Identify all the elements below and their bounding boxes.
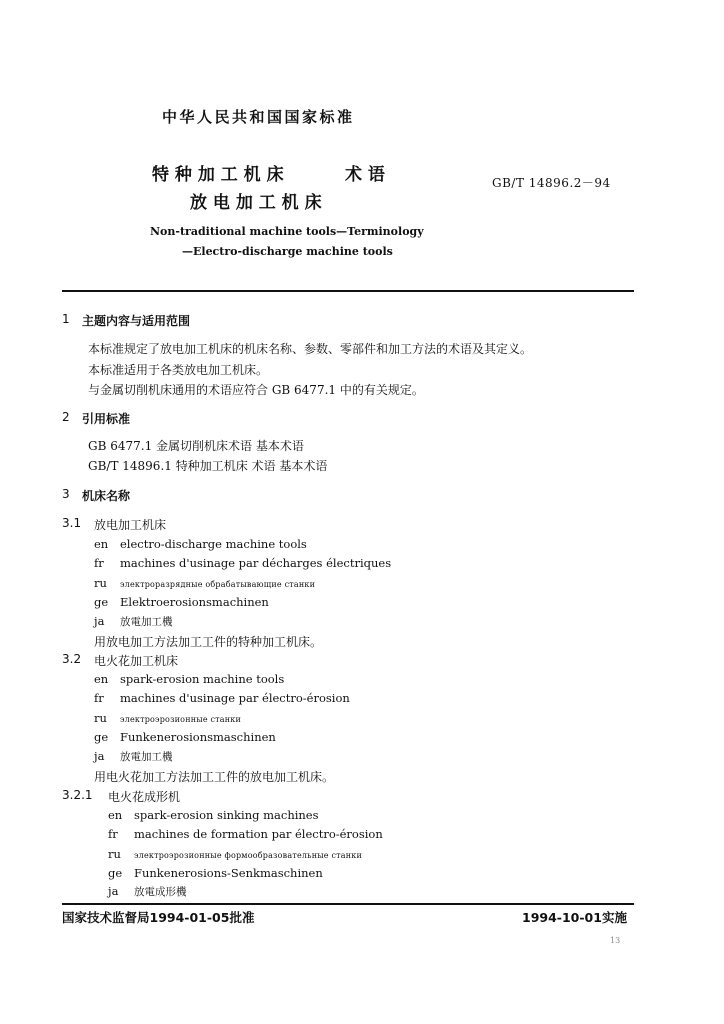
term-3-2-1-fr-text: machines de formation par électro-érosion [134, 827, 383, 841]
approval-date: 国家技术监督局1994-01-05批准 [62, 910, 255, 925]
term-3-2-1-ge [108, 866, 323, 880]
lang-code-ja: ja [94, 614, 105, 628]
lang-code-ge: ge [94, 730, 109, 744]
lang-code-ja: ja [108, 884, 119, 898]
section-1-title: 主题内容与适用范围 [82, 314, 191, 328]
section-1-paragraph-2: 本标准适用于各类放电加工机床。 [88, 363, 269, 377]
implementation-date: 1994-10-01实施 [522, 910, 627, 925]
term-3-2-number: 3.2 [62, 652, 82, 666]
lang-code-fr: fr [94, 556, 104, 570]
lang-code-ge: ge [108, 866, 123, 880]
document-title-line2: 放 电 加 工 机 床 [190, 193, 322, 213]
page-number: 13 [610, 936, 621, 945]
term-3-2-definition: 用电火花加工方法加工工件的放电加工机床。 [94, 770, 335, 784]
term-3-1-ru [94, 576, 315, 590]
term-3-1-ja-text: 放電加工機 [120, 616, 173, 628]
term-3-2-1-number: 3.2.1 [62, 788, 93, 802]
section-1-number: 1 [62, 312, 70, 326]
term-3-2-ja-text: 放電加工機 [120, 751, 173, 763]
term-3-1-ja [94, 614, 173, 629]
term-3-2-fr [94, 691, 350, 705]
section-2-number: 2 [62, 410, 70, 424]
term-3-2-ja [94, 749, 173, 764]
reference-standard-1: GB 6477.1 金属切削机床术语 基本术语 [88, 439, 304, 453]
document-title-line1: 特 种 加 工 机 床 [152, 165, 284, 185]
standard-number: GB/T 14896.2－94 [492, 176, 611, 190]
term-3-1-fr-text: machines d'usinage par décharges électriques [120, 556, 392, 570]
issuing-authority-title: 中华人民共和国国家标准 [162, 108, 355, 126]
term-3-1-ge [94, 595, 269, 609]
term-3-1-en-text: electro-discharge machine tools [120, 537, 307, 551]
term-3-2-1-ja-text: 放電成形機 [134, 886, 187, 898]
lang-code-ja: ja [94, 749, 105, 763]
term-3-2-ru-text: электроэрозионные станки [120, 715, 242, 724]
lang-code-ru: ru [108, 847, 121, 861]
term-3-1-ge-text: Elektroerosionsmachinen [120, 595, 269, 609]
term-3-2-1-chinese-name: 电火花成形机 [108, 790, 181, 804]
lang-code-en: en [94, 672, 109, 686]
term-3-2-1-en [108, 808, 319, 822]
term-3-2-1-fr [108, 827, 383, 841]
term-3-2-ge-text: Funkenerosionsmaschinen [120, 730, 276, 744]
term-3-1-en [94, 537, 307, 551]
lang-code-en: en [108, 808, 123, 822]
lang-code-fr: fr [94, 691, 104, 705]
term-3-2-fr-text: machines d'usinage par électro-érosion [120, 691, 350, 705]
document-title-terminology: 术 语 [345, 165, 385, 185]
term-3-1-fr [94, 556, 391, 570]
term-3-2-chinese-name: 电火花加工机床 [94, 654, 179, 668]
english-title-line1: Non-traditional machine tools—Terminology [150, 225, 424, 238]
lang-code-ru: ru [94, 576, 107, 590]
section-3-title: 机床名称 [82, 489, 131, 503]
term-3-2-en-text: spark-erosion machine tools [120, 672, 285, 686]
lang-code-fr: fr [108, 827, 118, 841]
reference-standard-2: GB/T 14896.1 特种加工机床 术语 基本术语 [88, 459, 328, 473]
term-3-2-ge [94, 730, 276, 744]
term-3-1-ru-text: электроразрядные обрабатывающие станки [120, 580, 316, 589]
header-divider [62, 290, 634, 292]
term-3-1-number: 3.1 [62, 516, 82, 530]
term-3-2-1-en-text: spark-erosion sinking machines [134, 808, 319, 822]
term-3-2-en [94, 672, 284, 686]
lang-code-ru: ru [94, 711, 107, 725]
term-3-2-1-ja [108, 884, 187, 899]
english-title-line2: —Electro-discharge machine tools [182, 245, 393, 258]
lang-code-ge: ge [94, 595, 109, 609]
term-3-2-1-ru [108, 847, 362, 861]
section-2-title: 引用标准 [82, 412, 131, 426]
term-3-2-1-ge-text: Funkenerosions-Senkmaschinen [134, 866, 323, 880]
term-3-1-definition: 用放电加工方法加工工件的特种加工机床。 [94, 635, 323, 649]
term-3-2-1-ru-text: электроэрозионные формообразовательные станки [134, 851, 363, 860]
term-3-1-chinese-name: 放电加工机床 [94, 518, 167, 532]
section-1-paragraph-3: 与金属切削机床通用的术语应符合 GB 6477.1 中的有关规定。 [88, 383, 424, 397]
lang-code-en: en [94, 537, 109, 551]
term-3-2-ru [94, 711, 241, 725]
section-1-paragraph-1: 本标准规定了放电加工机床的机床名称、参数、零部件和加工方法的术语及其定义。 [88, 342, 533, 356]
footer-divider [62, 903, 634, 905]
section-3-number: 3 [62, 487, 70, 501]
